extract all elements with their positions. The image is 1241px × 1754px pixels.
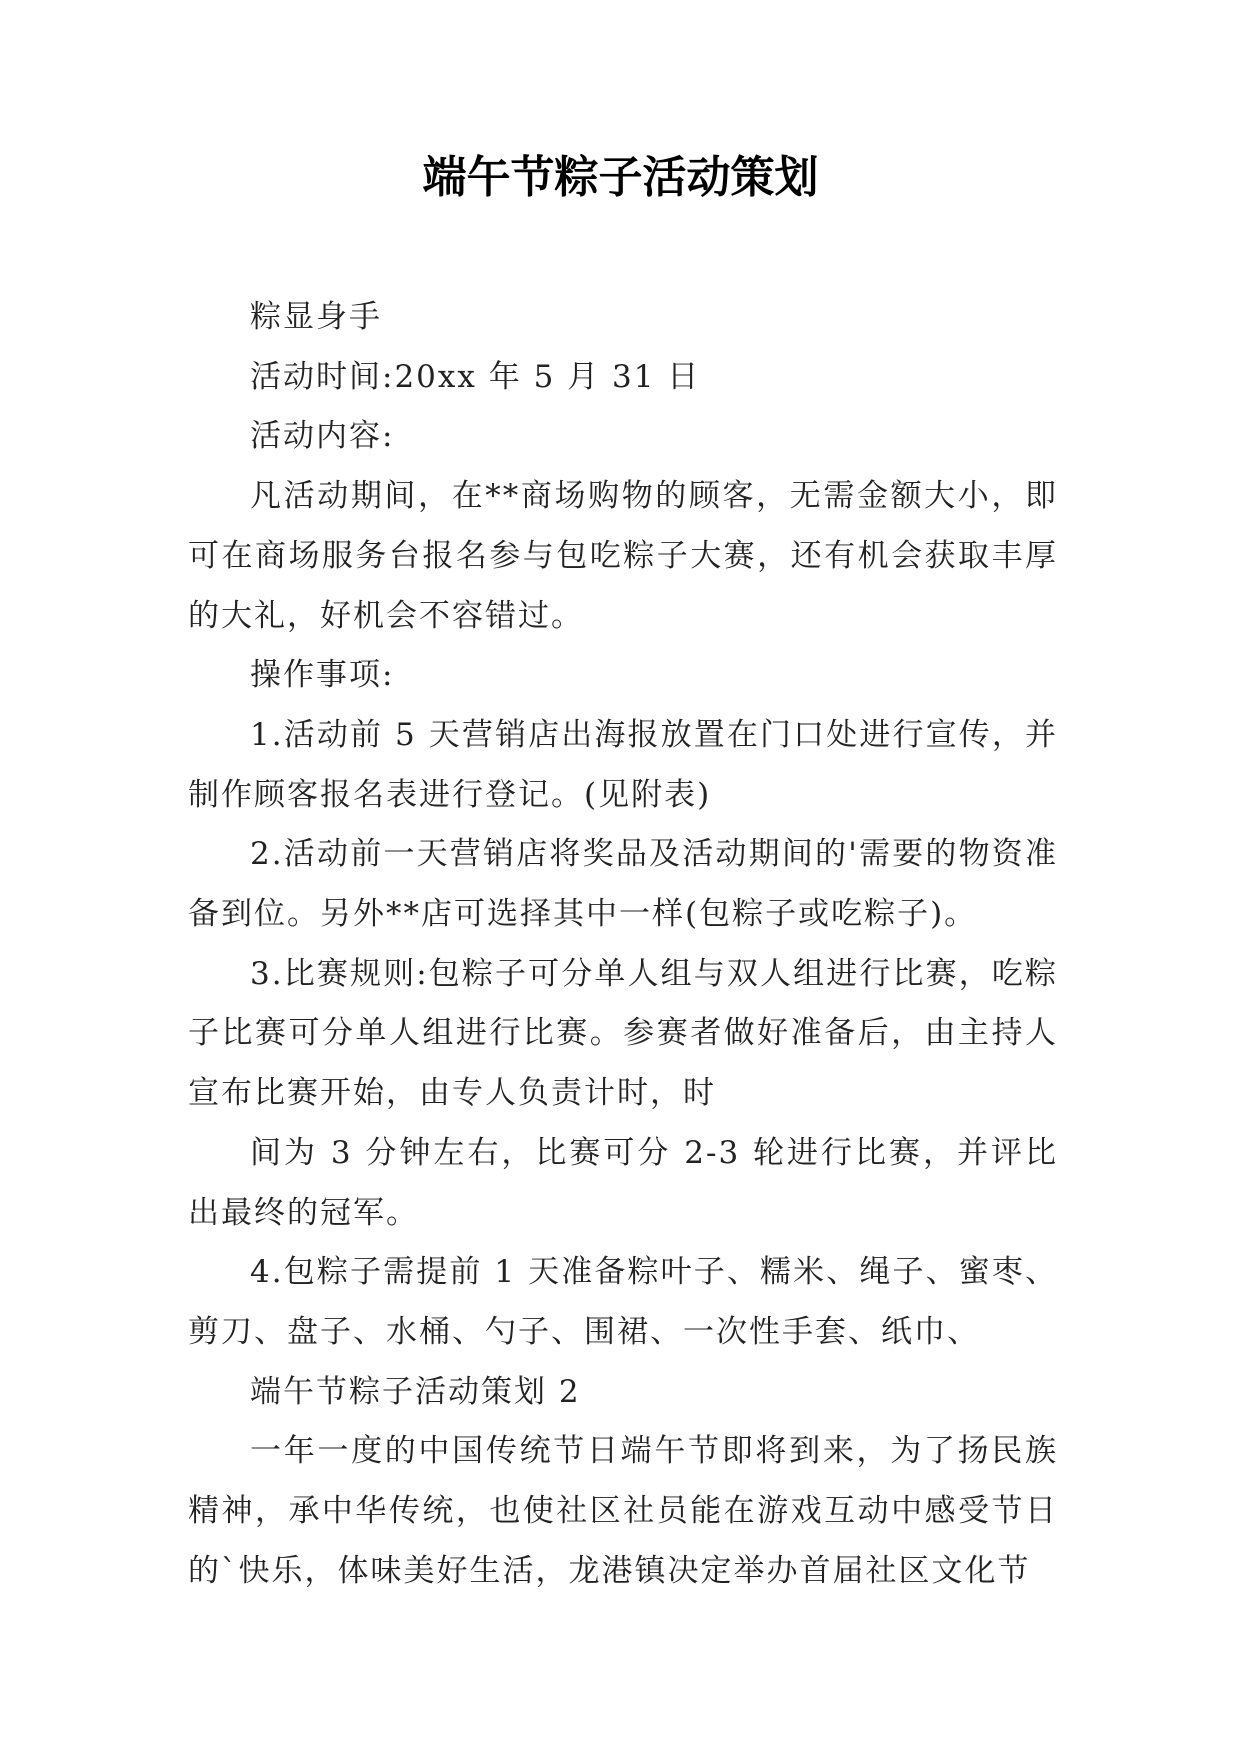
document-title: 端午节粽子活动策划 (422, 152, 819, 203)
paragraph-subtitle: 粽显身手 (250, 299, 382, 335)
paragraph-item-3-continued: 间为 3 分钟左右，比赛可分 2-3 轮进行比赛，并评比出最终的冠军。 (188, 1134, 1058, 1231)
paragraph-operations-heading: 操作事项: (250, 657, 395, 694)
document-body (188, 288, 1058, 1601)
paragraph-activity-time: 活动时间:20xx 年 5 月 31 日 (250, 358, 701, 395)
paragraph-plan-2-heading: 端午节粽子活动策划 2 (250, 1373, 581, 1410)
paragraph-plan-2-intro: 一年一度的中国传统节日端午节即将到来，为了扬民族精神，承中华传统，也使社区社员能在游戏互动中感受节日的`快乐，体味美好生活，龙港镇决定举办首届社区文化节 (188, 1433, 1058, 1589)
paragraph-item-1: 1.活动前 5 天营销店出海报放置在门口处进行宣传，并制作顾客报名表进行登记。(见附表) (188, 716, 1058, 813)
paragraph-activity-content-heading: 活动内容: (250, 418, 395, 455)
paragraph-item-4: 4.包粽子需提前 1 天准备粽叶子、糯米、绳子、蜜枣、剪刀、盘子、水桶、勺子、围裙、一次性手套、纸巾、 (188, 1254, 1058, 1350)
paragraph-item-3: 3.比赛规则:包粽子可分单人组与双人组进行比赛，吃粽子比赛可分单人组进行比赛。参赛者做好准备后，由主持人宣布比赛开始，由专人负责计时，时 (188, 955, 1058, 1112)
paragraph-activity-content: 凡活动期间，在**商场购物的顾客，无需金额大小，即可在商场服务台报名参与包吃粽子大赛，还有机会获取丰厚的大礼，好机会不容错过。 (188, 478, 1058, 634)
paragraph-item-2: 2.活动前一天营销店将奖品及活动期间的'需要的物资准备到位。另外**店可选择其中一样(包粽子或吃粽子)。 (188, 836, 1058, 933)
